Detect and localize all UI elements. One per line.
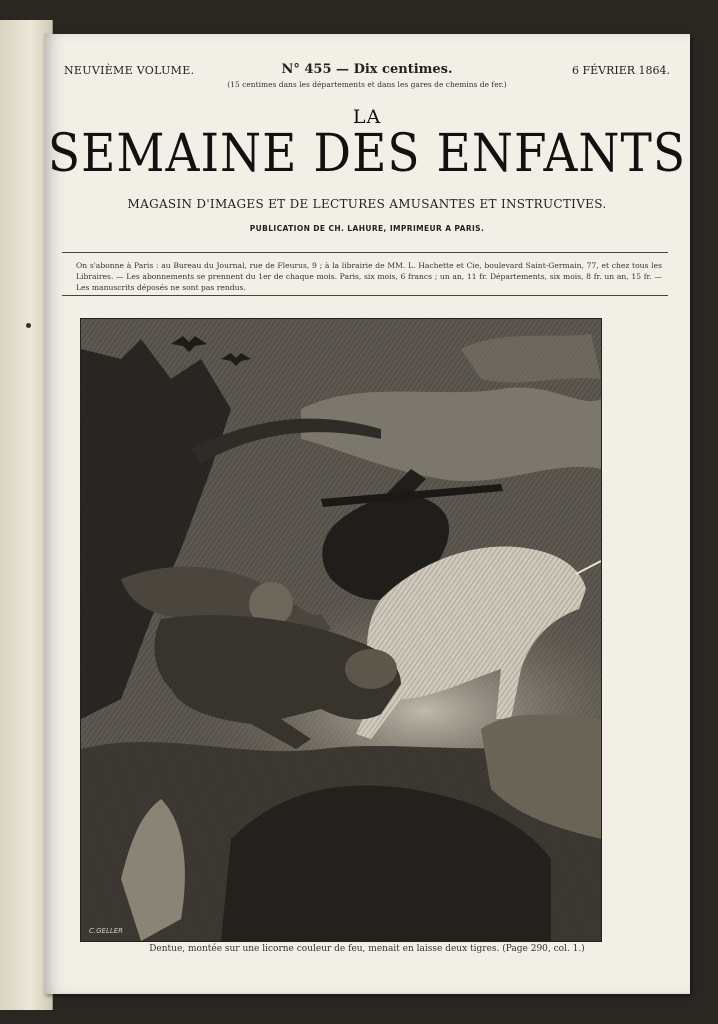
header-row: [64, 62, 670, 80]
divider-bottom: [62, 295, 668, 296]
divider-top: [62, 252, 668, 253]
publisher-line: PUBLICATION DE CH. LAHURE, IMPRIMEUR A PARIS.: [249, 224, 485, 233]
artist-signature: C.GELLER: [89, 927, 124, 935]
issue-date: 6 FÉVRIER 1864.: [571, 64, 670, 77]
masthead-title: SEMAINE DES ENFANTS: [47, 122, 687, 185]
illustration-caption: Dentue, montée sur une licorne couleur de feu, menait en laisse deux tigres. (Page 290, col. 1.): [149, 944, 585, 954]
newspaper-page: [44, 34, 690, 994]
issue-number: N° 455 — Dix centimes.: [281, 62, 453, 77]
masthead-article: LA: [352, 106, 382, 128]
masthead-tagline: MAGASIN D'IMAGES ET DE LECTURES AMUSANTES ET INSTRUCTIVES.: [127, 197, 607, 211]
volume-label: NEUVIÈME VOLUME.: [64, 64, 195, 77]
price-note: (15 centimes dans les départements et dans les gares de chemins de fer.): [227, 80, 507, 89]
engraving-illustration: [80, 318, 602, 942]
engraving-scene: [81, 319, 601, 941]
subscription-info: On s'abonne à Paris : au Bureau du Journal, rue de Fleurus, 9 ; à la librairie de MM. L. Hachette et Cie, boulevard Saint-Germain, 77, et chez tous les Libraires. — Les abonnements se prennent du 1er de chaque mois. Paris, six mois, 6 francs ; un an, 11 fr. Départements, six mois, 8 fr. un an, 15 fr. — Les manuscrits déposés ne sont pas rendus.: [76, 261, 662, 292]
binding-hole: [26, 323, 31, 328]
